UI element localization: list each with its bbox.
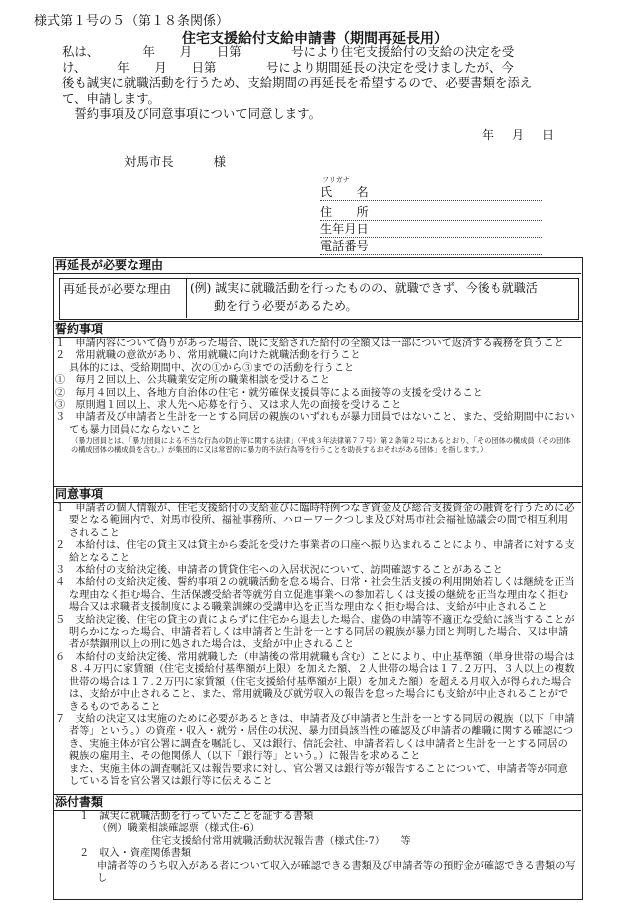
pledge-list [55, 338, 577, 455]
form-number: 様式第１号の５（第１８条関係） [34, 14, 230, 29]
pledge-subitem: ③ 原則週１回以上、求人先へ応募を行う、又は求人先の面接を受けること [55, 400, 402, 412]
date-year: 年 [482, 128, 495, 142]
consent-heading: 同意事項 [53, 487, 581, 503]
reason-line: 動を行う必要があるため。 [214, 299, 358, 313]
pledge-subitem: ② 毎月４回以上、各地方自治体の住宅・就労確保支援員等による面接等の支援を受けること [55, 387, 483, 399]
date-day: 日 [542, 128, 555, 142]
intro-line: 後も誠実に就職活動を行うため、支給期間の再延長を希望するので、必要書類を添え [62, 75, 533, 91]
attachment-item: ２ 収入・資産関係書類 [79, 848, 192, 860]
intro-line: け、 年 月 日第 号により期間延長の決定を受けましたが、今 [62, 59, 514, 75]
birthdate-field[interactable]: 生年月日 [320, 222, 542, 238]
agreement-statement: 誓約事項及び同意事項について同意します。 [74, 106, 321, 122]
consent-item: ２ 本給付は、住宅の貸主又は貸主から委託を受けた事業者の口座へ振り込まれることにより、申請者に対する支給となること [55, 540, 575, 564]
attachments-heading: 添付書類 [53, 795, 581, 811]
attachment-detail: 申請者等のうち収入がある者について収入が確認できる書類及び申請者等の預貯金が確認できる書類の写し [97, 860, 576, 885]
page-title: 住宅支援給付支給申請書（期間再延長用） [182, 31, 448, 47]
addressee [124, 152, 226, 170]
pledge-note: （暴力団員とは、「暴力団員による不当な行為の防止等に関する法律」（平成３年法律第７７号）第２条第２号にあるとおり、「その団体の構成員（その団体の構成団体の構成員を含む。）が集団的に又は常習的に暴力的不法行為等を行うことを助長するおそれがある団体」を指します。） [71, 436, 571, 455]
date-month: 月 [512, 128, 525, 142]
reason-line: (例) 誠実に就職活動を行ったものの、就職できず、今後も就職活 [190, 281, 538, 295]
pledge-item: ２ 常用就職の意欲があり、常用就職に向けた就職活動を行うこと [55, 350, 361, 362]
attachment-example: （例）職業相談確認票（様式住-6） [97, 823, 260, 835]
consent-item: ３ 本給付の支給決定後、申請者の賃貸住宅への入居状況について、訪問確認することがあること [55, 565, 503, 577]
phone-field[interactable]: 電話番号 [320, 239, 542, 255]
consent-item: ４ 本給付の支給決定後、誓約事項２の就職活動を怠る場合、日常・社会生活支援の利用開始若しくは継続を正当な理由なく拒む場合、生活保護受給者等就労自立促進事業への参加若しくは支援の継続を正当な理由なく拒む場合又は求職者支援制度による職業訓練の受講申込を正当な理由なく拒む場合は、支給が中止されること [55, 577, 575, 614]
reason-label: 再延長が必要な理由 [59, 278, 187, 318]
intro-text [62, 44, 602, 122]
consent-list [55, 503, 577, 788]
reason-text[interactable] [190, 279, 576, 315]
name-field[interactable]: 氏 名 [320, 185, 542, 201]
attachment-example: 住宅支援給付常用就職活動状況報告書（様式住-7） 等 [151, 835, 411, 847]
pledge-item: ３ 申請者及び申請者と生計を一とする同居の親族のいずれもが暴力団員ではないこと、また、受給期間中においても暴力団員にならないこと [55, 412, 575, 436]
pledge-subitem: 具体的には、受給期間中、次の①から③までの活動を行うこと [69, 362, 355, 374]
attachment-item: １ 誠実に就職活動を行っていたことを証する書類 [79, 811, 314, 822]
consent-item: ７ 支給の決定又は実施のために必要があるときは、申請者及び申請者と生計を一とする同居の親族（以下「申請者等」という。）の資産・収入・就労・居住の状況、暴力団員該当性の確認及び申請者の離職に関する確認につき、実施主体が官公署に調査を嘱託し、又は銀行、信託会社、申請者若しくは申請者と生計を一とする同居の親族の雇用主、その他関係人（以下「銀行等」という。）に報告を求めること [55, 713, 575, 763]
furigana-label: フリガナ [322, 176, 350, 184]
attachments-list [55, 811, 577, 885]
pledge-subitem: ① 毎月２回以上、公共職業安定所の職業相談を受けること [55, 375, 331, 387]
date-field[interactable] [482, 126, 572, 143]
mayor-name: 対馬市長 [124, 154, 174, 169]
consent-item: ６ 本給付の支給決定後、常用就職した（申請後の常用就職も含む）ことにより、中止基準額（単身世帯の場合は８.４万円に家賃額（住宅支援給付基準額が上限）を加えた額、２人世帯の場合は１７.２万円、３人以上の複数世帯の場合は１７.２万円に家賃額（住宅支援給付基準額が上限）を加えた額）を超える月収入が得られた場合は、支給が中止されること、また、常用就職及び就労収入の報告を怠った場合にも支給が中止されることができるものであること [55, 651, 575, 713]
mayor-honorific: 様 [213, 154, 226, 169]
pledge-heading: 誓約事項 [53, 322, 581, 338]
intro-line: 私は、 年 月 日第 号により住宅支援給付の支給の決定を受 [62, 44, 515, 59]
address-field[interactable]: 住 所 [320, 205, 542, 221]
pledge-item: １ 申請内容について偽りがあった場合、既に支給された給付の全額又は一部について返済する義務を負うこと [55, 338, 564, 349]
consent-item: １ 申請者の個人情報が、住宅支援給付の支給並びに臨時特例つなぎ資金及び総合支援資金の融資を行うために必要となる範囲内で、対馬市役所、福祉事務所、ハローワークつしま及び対馬市社会福祉協議会の間で相互利用されること [55, 503, 575, 539]
consent-item: ５ 支給決定後、住宅の貸主の責によらずに住宅から退去した場合、虚偽の申請等不適正な受給に該当することが明らかになった場合、申請者若しくは申請者と生計を一とする同居の親族が暴力団と判明した場合、又は申請者が禁錮刑以上の刑に処された場合は、支給が中止されること [55, 614, 575, 651]
consent-item: また、実施主体の調査嘱託又は報告要求に対し、官公署又は銀行等が報告することについて、申請者等が同意している旨を官公署又は銀行等に伝えること [69, 763, 568, 787]
intro-line: て、申請します。 [62, 90, 160, 106]
reason-heading: 再延長が必要な理由 [53, 258, 581, 274]
